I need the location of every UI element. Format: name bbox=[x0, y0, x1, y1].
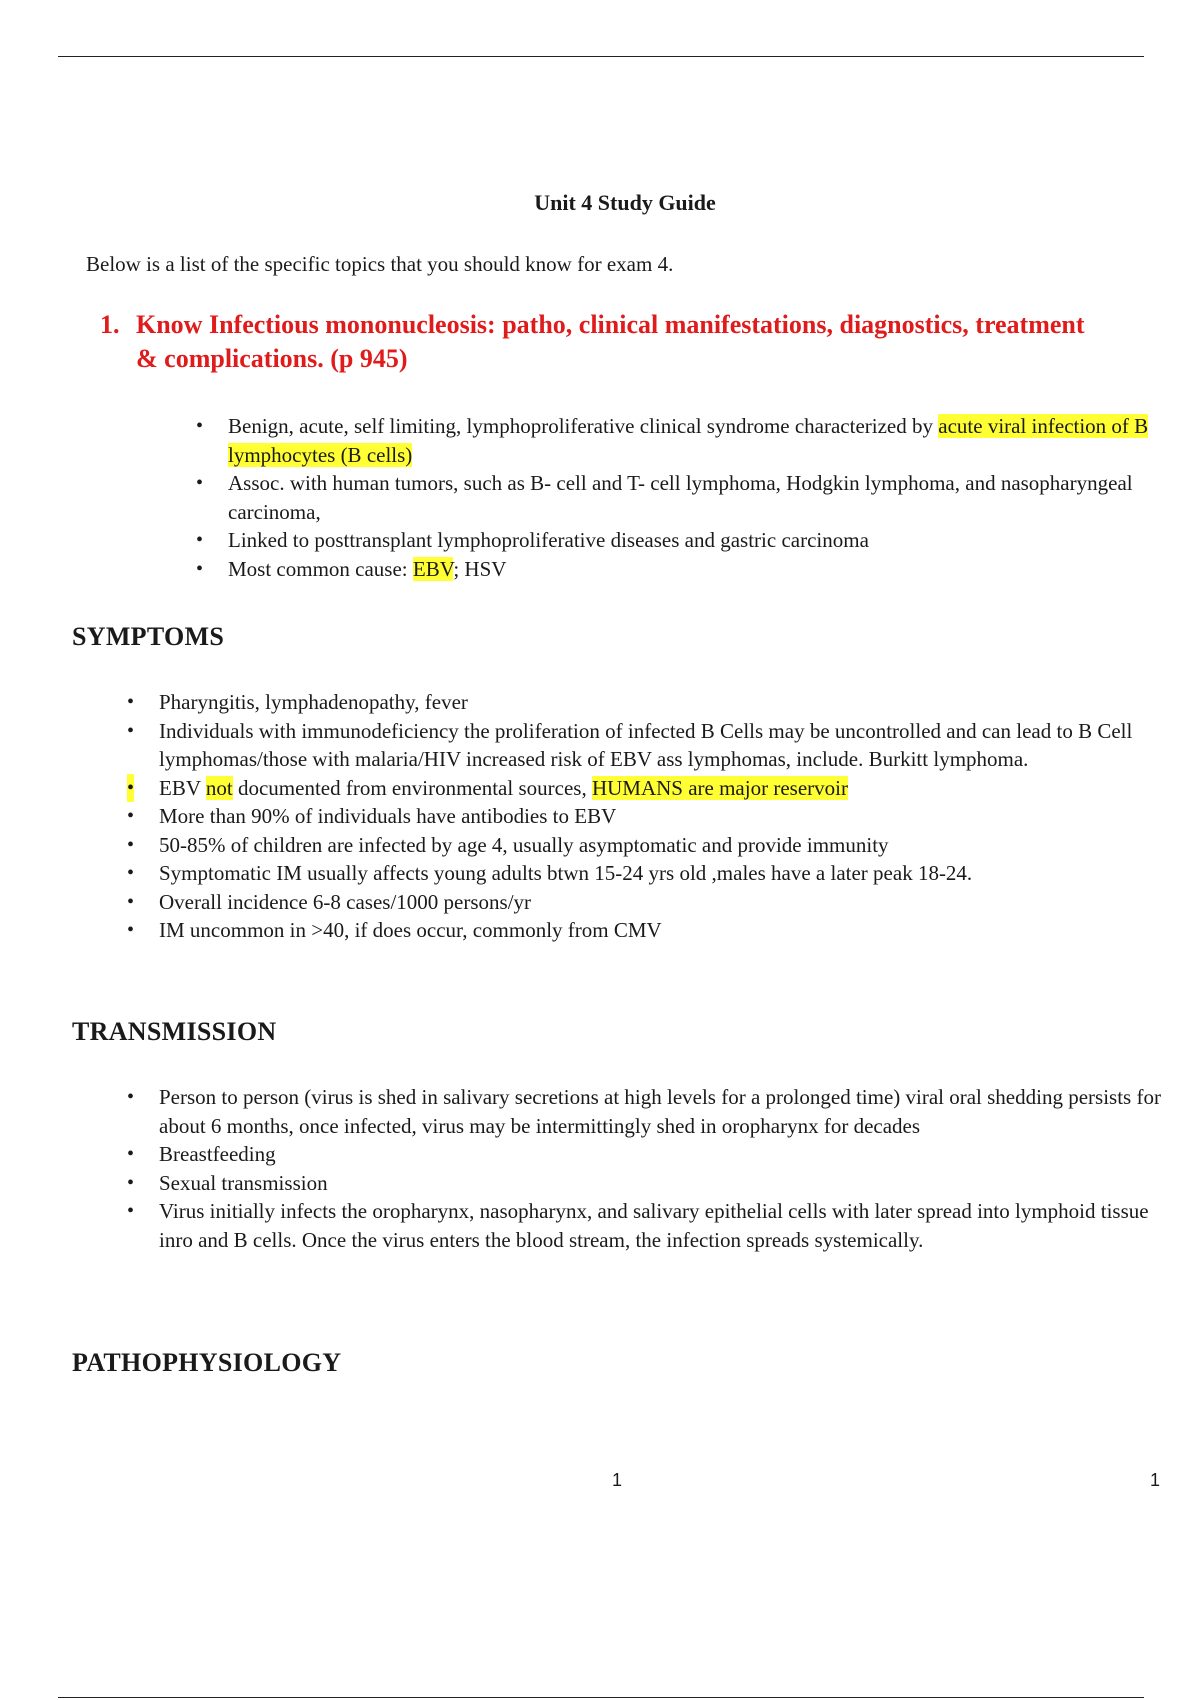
bullet-icon: • bbox=[127, 833, 135, 856]
bullet-icon: • bbox=[127, 1171, 135, 1194]
question-heading bbox=[100, 308, 1100, 376]
list-item: • 50-85% of children are infected by age 4, usually asymptomatic and provide immunity bbox=[159, 831, 1157, 860]
bullet-icon: • bbox=[127, 774, 134, 803]
top-rule bbox=[58, 56, 1144, 57]
list-item: • Person to person (virus is shed in salivary secretions at high levels for a prolonged time) viral oral shedding persists for about 6 months, once infected, virus may be intermittingly shed in oropharynx for decades bbox=[127, 1085, 1161, 1138]
bullet-icon: • bbox=[127, 890, 135, 913]
bullet-icon: • bbox=[196, 557, 204, 580]
bottom-rule bbox=[58, 1697, 1144, 1698]
list-item: • Assoc. with human tumors, such as B- cell and T- cell lymphoma, Hodgkin lymphoma, and nasopharyngeal carcinoma, bbox=[196, 471, 1133, 524]
transmission-list bbox=[127, 1083, 1169, 1254]
highlighted-text: acute viral infection of B lymphocytes (B cells) bbox=[228, 414, 1149, 467]
bullet-icon: • bbox=[196, 415, 204, 437]
list-item: • IM uncommon in >40, if does occur, commonly from CMV bbox=[159, 916, 1157, 945]
page-number-right: 1 bbox=[1150, 1470, 1161, 1490]
list-item: • Linked to posttransplant lymphoproliferative diseases and gastric carcinoma bbox=[228, 526, 1158, 555]
bullet-icon: • bbox=[127, 919, 135, 941]
list-item: • Overall incidence 6-8 cases/1000 persons/yr bbox=[159, 888, 1157, 917]
symptoms-list bbox=[127, 688, 1157, 945]
symptoms-heading: SYMPTOMS bbox=[72, 622, 225, 651]
bullet-icon: • bbox=[127, 1143, 135, 1165]
bullet-icon: • bbox=[196, 472, 204, 494]
list-item: • Virus initially infects the oropharynx, nasopharynx, and salivary epithelial cells with later spread into lymphoid tissue inro and B cells. Once the virus enters the blood stream, the infection spreads systemically. bbox=[127, 1199, 1149, 1252]
overview-list bbox=[196, 412, 1158, 583]
list-item: • Breastfeeding bbox=[159, 1140, 1169, 1169]
list-item: • Sexual transmission bbox=[159, 1169, 1169, 1198]
bullet-icon: • bbox=[196, 529, 204, 551]
pathophysiology-heading: PATHOPHYSIOLOGY bbox=[72, 1348, 342, 1377]
bullet-icon: • bbox=[127, 719, 135, 742]
list-item: • EBV not documented from environmental sources, HUMANS are major reservoir bbox=[159, 774, 1157, 803]
list-item: • Individuals with immunodeficiency the proliferation of infected B Cells may be uncontrolled and can lead to B Cell lymphomas/those with malaria/HIV increased risk of EBV ass lymphomas, include. Burkitt lymphoma. bbox=[127, 718, 1133, 771]
highlighted-text: HUMANS are major reservoir bbox=[591, 775, 848, 800]
question-text: Know Infectious mononucleosis: patho, clinical manifestations, diagnostics, treatment & complications. (p 945) bbox=[136, 310, 1085, 373]
list-item: • Pharyngitis, lymphadenopathy, fever bbox=[159, 688, 1157, 717]
list-item: • Symptomatic IM usually affects young adults btwn 15-24 yrs old ,males have a later peak 18-24. bbox=[159, 859, 1157, 888]
bullet-icon: • bbox=[127, 862, 135, 884]
intro-text: Below is a list of the specific topics that you should know for exam 4. bbox=[86, 252, 674, 276]
bullet-icon: • bbox=[127, 1200, 135, 1222]
page-number-center: 1 bbox=[612, 1470, 623, 1490]
question-number: 1. bbox=[100, 310, 120, 339]
bullet-icon: • bbox=[127, 1086, 135, 1108]
list-item: • More than 90% of individuals have antibodies to EBV bbox=[159, 802, 1157, 831]
document-title: Unit 4 Study Guide bbox=[534, 190, 716, 215]
highlighted-text: EBV bbox=[412, 556, 454, 581]
list-item: • Most common cause: EBV; HSV bbox=[228, 555, 1158, 584]
bullet-icon: • bbox=[127, 805, 135, 827]
transmission-heading: TRANSMISSION bbox=[72, 1017, 277, 1046]
list-item: • Benign, acute, self limiting, lymphoproliferative clinical syndrome characterized by acute viral infection of B lymphocytes (B cells) bbox=[196, 414, 1149, 467]
bullet-icon: • bbox=[127, 691, 135, 713]
highlighted-text: not bbox=[205, 775, 233, 800]
